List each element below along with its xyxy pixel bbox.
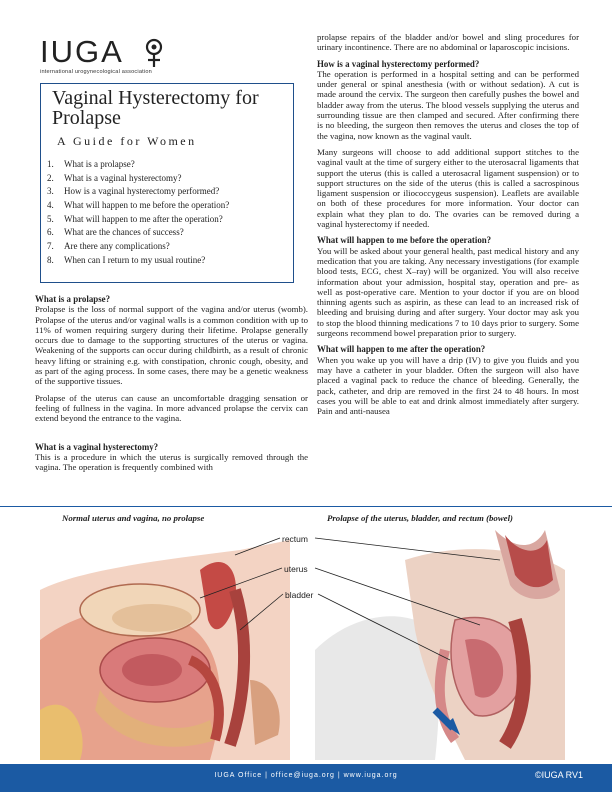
toc-item: 7. Are there any complications?: [47, 241, 170, 252]
logo-wordmark: IUGA: [40, 34, 124, 69]
footer-copyright: ©IUGA RV1: [535, 770, 583, 780]
paragraph: This is a procedure in which the uterus is surgically removed through the vagina. The operation is frequently combined with: [35, 451, 308, 473]
toc-item: 1. What is a prolapse?: [47, 159, 135, 169]
paragraph: You will be asked about your general health, past medical history and any medication that you are taking. Any necessary investigations (for example blood tests, ECG, chest X–ray) will be organized. You will also receive information about your admission, hospital stay, operation and pre- as well as post-operative care. Mention to your doctor if you are on blood thinning agents such as aspirin, as these can lead to an increased risk of bleeding and bruising during and after surgery. Your doctor may ask you to stop the blood thinning medications 7 to 10 days prior to surgery. Some surgeons recommend bowel preparation prior to surgery.: [317, 245, 579, 339]
toc-item: 6. What are the chances of success?: [47, 227, 184, 238]
logo-subtitle: international urogynecological association: [40, 69, 152, 75]
paragraph: prolapse repairs of the bladder and/or bowel and sling procedures for urinary incontinence. There are no abdominal or laparoscopic incisions.: [317, 32, 579, 53]
document-title: Vaginal Hysterectomy for Prolapse: [52, 87, 259, 129]
section-heading: What will happen to me after the operation?: [317, 344, 486, 355]
paragraph: The operation is performed in a hospital setting and can be performed under general or spinal anesthesia (with or without sedation). A cut is made around the cervix. The surgeon then carefully pushes the bowel and bladder away from the uterus. The blood vessels supplying the uterus and surrounding tissue are then clamped and secured. After confirming there is no bleeding, the surgeon then removes the uterus and closes the top of the vagina, now known as the vaginal vault.: [317, 68, 579, 141]
paragraph: Prolapse is the loss of normal support of the vagina and/or uterus (womb). Prolapse of the uterus and/or vaginal walls is a common condition with up to 11% of women requiring surgery during their lifetime. Prolapse generally occurs due to damage to the supporting structures of the uterus or vagina. Weakening of the supports can occur during childbirth, as a result of chronic heavy lifting or straining e.g. with constipation, chronic cough, obesity, and as part of the aging process. In some cases, there may be a genetic weakness of the supportive tissues.: [35, 304, 308, 387]
toc-item: 8. When can I return to my usual routine?: [47, 254, 206, 265]
toc-item: 5. What will happen to me after the operation?: [47, 213, 223, 224]
document-subtitle: A Guide for Women: [57, 134, 197, 148]
paragraph: When you wake up you will have a drip (IV) to give you fluids and you may have a catheter in your bladder. Often the surgeon will also have placed a vaginal pack to reduce the chance of bleeding. Generally, the pack, catheter, and drip are removed in the first 24 to 48 hours. In most cases you will be able to eat and drink almost immediately after surgery. Pain and anti-nausea: [317, 354, 579, 417]
label-uterus: uterus: [284, 564, 308, 574]
section-heading: How is a vaginal hysterectomy performed?: [317, 58, 480, 69]
label-rectum: rectum: [282, 534, 308, 544]
paragraph: Prolapse of the uterus can cause an uncomfortable dragging sensation or feeling of fullness in the vagina. In more advanced prolapse the cervix can extend beyond the entrance to the vagina.: [35, 392, 308, 424]
paragraph: Many surgeons will choose to add additional support stitches to the vaginal vault at the time of surgery either to the uterosacral ligaments that support the uterus (this is called a uterosacral ligament suspension) or to support structures on the side of the uterus (this is called a sacrospinous ligament suspension or iliococcygeus suspension). Leaflets are available on both of these procedures for more information. Your doctor can explain what they plan to do. The ovaries can be removed during a vaginal hysterectomy if needed.: [317, 146, 579, 230]
figure-caption-right: Prolapse of the uterus, bladder, and rectum (bowel): [327, 513, 513, 523]
toc-item: 3. How is a vaginal hysterectomy performed?: [47, 186, 220, 197]
footer-contact: IUGA Office | office@iuga.org | www.iuga.org: [214, 772, 398, 779]
toc-item: 2. What is a vaginal hysterectomy?: [47, 172, 182, 183]
section-heading: What is a prolapse?: [35, 294, 111, 304]
figure-caption-left: Normal uterus and vagina, no prolapse: [62, 513, 205, 523]
section-heading: What is a vaginal hysterectomy?: [35, 441, 159, 452]
label-bladder: bladder: [285, 590, 314, 600]
section-heading: What will happen to me before the operation?: [317, 235, 492, 246]
toc-item: 4. What will happen to me before the operation?: [47, 200, 230, 211]
